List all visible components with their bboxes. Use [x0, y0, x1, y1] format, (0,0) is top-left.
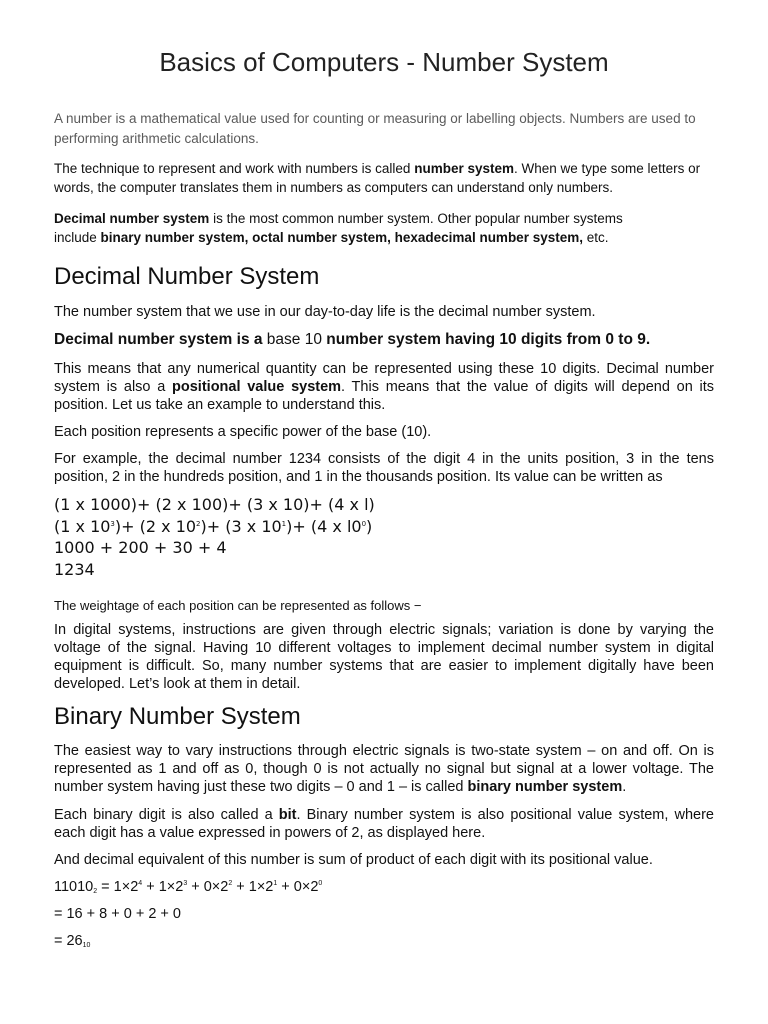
- exponent: 3: [110, 519, 115, 528]
- text-run: = 1×2: [97, 879, 139, 895]
- decimal-equivalent-paragraph: And decimal equivalent of this number is sum of product of each digit with its positional value.: [54, 852, 653, 868]
- exponent: 1: [281, 519, 287, 528]
- text-run: 11010: [54, 879, 94, 895]
- binary-equation-3: [54, 932, 714, 950]
- bold-term: Decimal number system: [54, 211, 210, 226]
- text-run: + 0×2: [277, 879, 319, 895]
- bold-term: bit: [278, 807, 297, 823]
- text-run: base 10: [262, 331, 327, 348]
- exponent: 0: [318, 880, 323, 887]
- formula-line-3: 1000 + 200 + 30 + 4: [54, 538, 227, 557]
- formula-block: [54, 494, 714, 580]
- exponent: 2: [228, 880, 233, 887]
- base-power-paragraph: Each position represents a specific power of the base (10).: [54, 424, 432, 440]
- decimal-heading: Decimal Number System: [54, 263, 320, 290]
- text-run: = 26: [54, 933, 83, 949]
- exponent: 2: [196, 519, 201, 528]
- formula-line-2: [54, 516, 714, 538]
- text-run: The technique to represent and work with numbers is called: [54, 161, 415, 176]
- text-run: )+ (4 x l0: [286, 516, 362, 536]
- text-run: .: [622, 779, 627, 795]
- text-run: . When we type some letters or words, the computer translates them in numbers as computers can understand only numbers.: [54, 161, 701, 195]
- text-run: . Binary number system is also positional value system, where each digit has a value expressed in powers of 2, as displayed here.: [54, 807, 714, 841]
- text-run: This means that any numerical quantity can be represented using these 10 digits. Decimal number system is also a: [54, 361, 714, 395]
- text-run: + 1×2: [232, 879, 274, 895]
- bold-term: number system: [414, 161, 514, 176]
- base-subscript: 2: [93, 888, 98, 895]
- bold-term: binary number system: [467, 779, 623, 795]
- text-run: (1 x 10: [54, 516, 111, 536]
- text-run: . This means that the value of digits will depend on its position. Let us take an example to understand this.: [54, 379, 714, 413]
- digital-systems-paragraph: In digital systems, instructions are given through electric signals; variation is done by varying the voltage of the signal. Having 10 different voltages to implement decimal number system in digital equipment is difficult. So, many number systems that are easier to implement digitally have been developed. Let’s look at them in detail.: [54, 622, 714, 692]
- formula-line-4: 1234: [54, 559, 95, 579]
- popular-systems-paragraph: [54, 210, 654, 247]
- page-title: Basics of Computers - Number System: [159, 47, 609, 77]
- text-run: + 1×2: [142, 879, 184, 895]
- exponent: 0: [361, 519, 367, 528]
- bold-term: binary number system, octal number system, hexadecimal number system,: [100, 229, 583, 245]
- text-run: + 0×2: [187, 879, 229, 895]
- exponent: 4: [138, 880, 143, 887]
- text-run: The easiest way to vary instructions through electric signals is two-state system – on and off. On is represented as 1 and off as 0, though 0 is not actually no signal but signal at a lower voltage. The number system having just these two digits – 0 and 1 – is called: [54, 743, 714, 795]
- exponent: 1: [273, 880, 278, 887]
- text-run: ): [366, 516, 373, 536]
- text-run: )+ (3 x 10: [200, 516, 282, 536]
- binary-heading: Binary Number System: [54, 703, 301, 730]
- positional-paragraph: [54, 360, 714, 414]
- bold-term: Decimal number system is a: [54, 331, 263, 348]
- text-run: etc.: [582, 229, 609, 245]
- number-system-paragraph: [54, 160, 714, 197]
- bold-term: number system having 10 digits from 0 to 9.: [326, 331, 651, 348]
- base-subscript: 10: [82, 942, 91, 949]
- binary-intro-paragraph: [54, 742, 714, 796]
- exponent: 3: [183, 880, 188, 887]
- decimal-intro: The number system that we use in our day-to-day life is the decimal number system.: [54, 304, 596, 320]
- formula-line-1: (1 x 1000)+ (2 x 100)+ (3 x 10)+ (4 x l): [54, 495, 375, 514]
- binary-equation-1: [54, 878, 714, 896]
- weightage-note: The weightage of each position can be represented as follows −: [54, 598, 422, 613]
- decimal-lead: [54, 330, 714, 350]
- text-run: is the most common number system. Other popular number systems include: [54, 211, 623, 245]
- binary-equation-2: = 16 + 8 + 0 + 2 + 0: [54, 906, 181, 922]
- example-paragraph: For example, the decimal number 1234 consists of the digit 4 in the units position, 3 in the tens position, 2 in the hundreds position, and 1 in the thousands position. Its value can be written as: [54, 451, 714, 485]
- bit-paragraph: [54, 806, 714, 842]
- text-run: Each binary digit is also called a: [54, 807, 279, 823]
- text-run: )+ (2 x 10: [114, 516, 197, 536]
- bold-term: positional value system: [172, 379, 342, 395]
- intro-paragraph: A number is a mathematical value used for counting or measuring or labelling objects. Numbers are used to performing arithmetic calculations.: [54, 111, 696, 146]
